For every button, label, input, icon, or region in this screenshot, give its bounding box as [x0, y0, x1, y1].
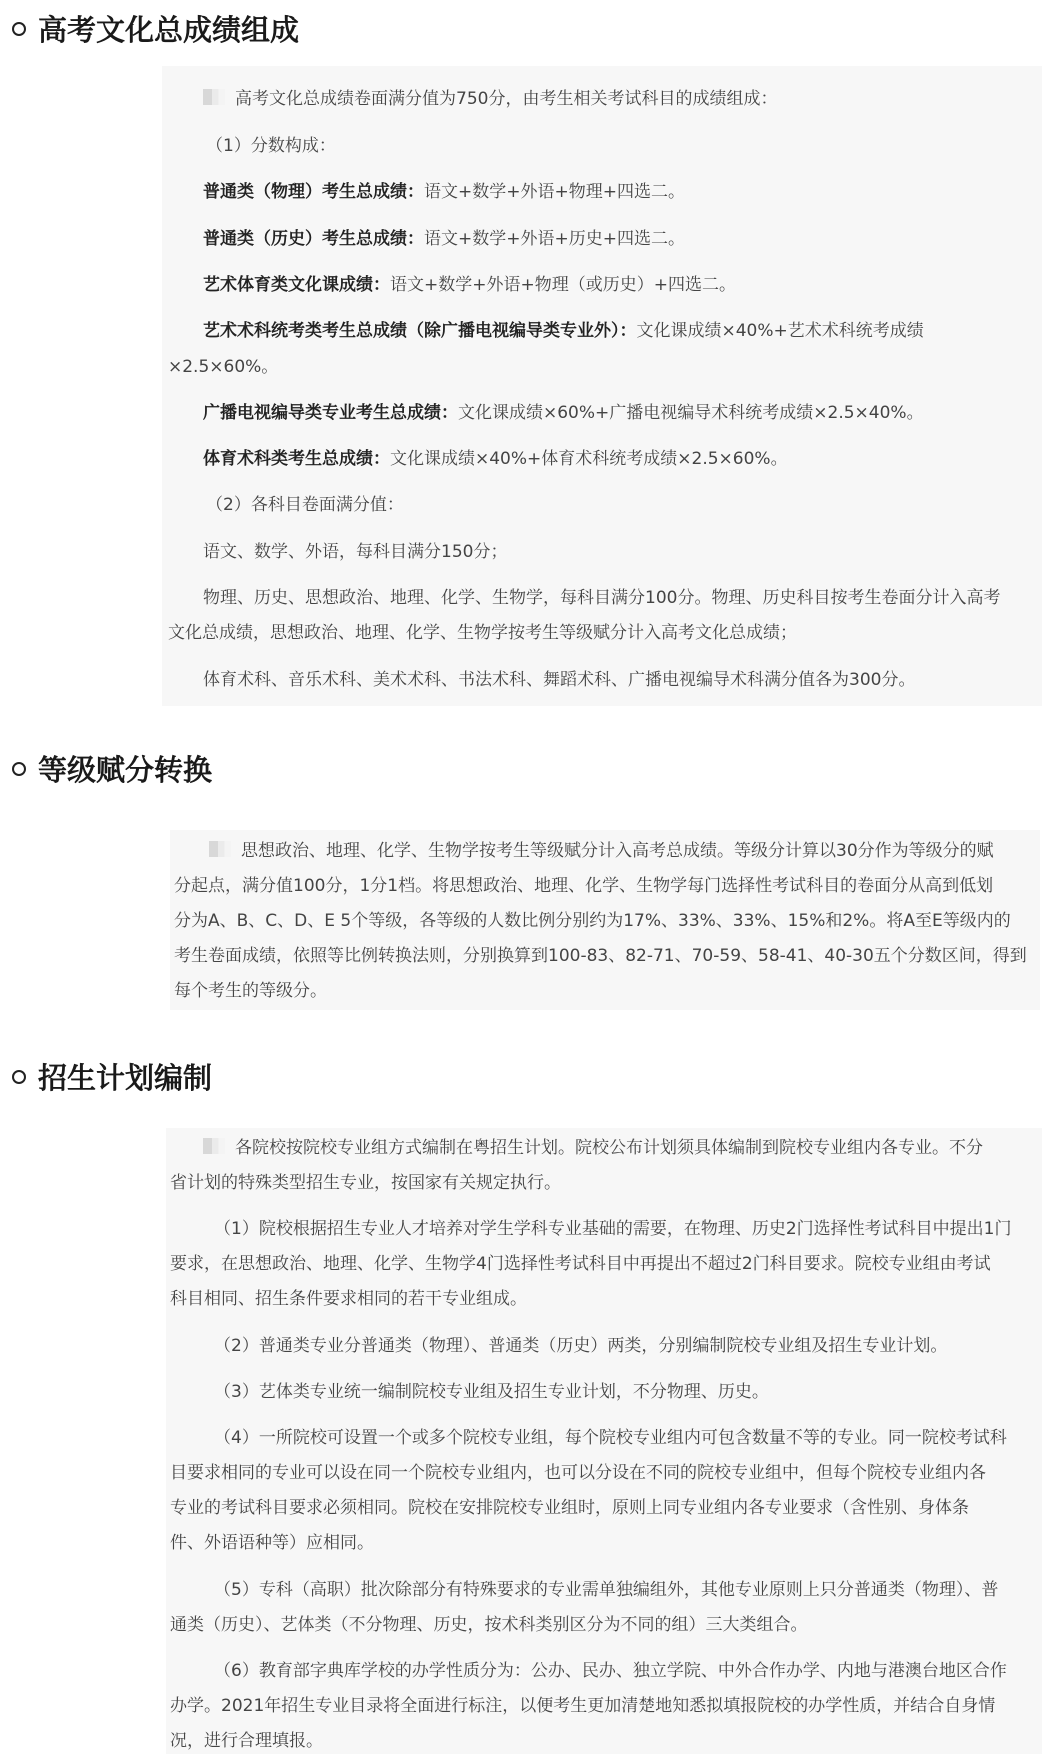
paragraph-line: 普通类（物理）考生总成绩：语文+数学+外语+物理+四选二。: [203, 182, 685, 202]
paragraph-line: （3）艺体类专业统一编制院校专业组及招生专业计划，不分物理、历史。: [214, 1382, 769, 1402]
paragraph-line: 省计划的特殊类型招生专业，按国家有关规定执行。: [170, 1173, 561, 1193]
paragraph-line: 广播电视编导类专业考生总成绩：文化课成绩×60%+广播电视编导术科统考成绩×2.5×40%。: [203, 403, 924, 423]
paragraph-line: 语文、数学、外语，每科目满分150分；: [203, 542, 508, 562]
paragraph-line: 要求，在思想政治、地理、化学、生物学4门选择性考试科目中再提出不超过2门科目要求。院校专业组由考试: [170, 1254, 991, 1274]
bullet-icon: [12, 762, 26, 776]
bullet-icon: [12, 1070, 26, 1084]
image-thumbnail-icon: [203, 89, 225, 105]
paragraph-line: 况，进行合理填报。: [170, 1731, 323, 1751]
paragraph-line: （4）一所院校可设置一个或多个院校专业组，每个院校专业组内可包含数量不等的专业。同一院校考试科: [214, 1428, 1007, 1448]
bullet-icon: [12, 22, 26, 36]
section-title-score-composition: 高考文化总成绩组成: [12, 8, 299, 49]
paragraph-line: 分为A、B、C、D、E 5个等级，各等级的人数比例分别约为17%、33%、33%、15%和2%。将A至E等级内的: [174, 911, 1011, 931]
paragraph-line: 艺术体育类文化课成绩：语文+数学+外语+物理（或历史）+四选二。: [203, 275, 736, 295]
paragraph-line: 体育术科类考生总成绩：文化课成绩×40%+体育术科统考成绩×2.5×60%。: [203, 449, 788, 469]
paragraph-line: 科目相同、招生条件要求相同的若干专业组成。: [170, 1289, 527, 1309]
paragraph-line: 各院校按院校专业组方式编制在粤招生计划。院校公布计划须具体编制到院校专业组内各专业。不分: [203, 1137, 983, 1159]
paragraph-line: 每个考生的等级分。: [174, 981, 327, 1001]
paragraph-line: 文化总成绩，思想政治、地理、化学、生物学按考生等级赋分计入高考文化总成绩；: [168, 623, 797, 643]
paragraph-line: 考生卷面成绩，依照等比例转换法则，分别换算到100-83、82-71、70-59、58-41、40-30五个分数区间，得到: [174, 946, 1027, 966]
paragraph-line: （2）各科目卷面满分值：: [206, 495, 404, 515]
image-thumbnail-icon: [209, 841, 231, 857]
section-title-grade-conversion: 等级赋分转换: [12, 748, 212, 789]
paragraph-line: 分起点，满分值100分，1分1档。将思想政治、地理、化学、生物学每门选择性考试科目的卷面分从高到低划: [174, 876, 994, 896]
paragraph-line: 物理、历史、思想政治、地理、化学、生物学，每科目满分100分。物理、历史科目按考生卷面分计入高考: [203, 588, 1001, 608]
paragraph-line: 体育术科、音乐术科、美术术科、书法术科、舞蹈术科、广播电视编导术科满分值各为300分。: [203, 670, 916, 690]
paragraph-line: 目要求相同的专业可以设在同一个院校专业组内，也可以分设在不同的院校专业组中，但每个院校专业组内各: [170, 1463, 986, 1483]
paragraph-line: 思想政治、地理、化学、生物学按考生等级赋分计入高考总成绩。等级分计算以30分作为等级分的赋: [209, 840, 994, 862]
paragraph-line: 普通类（历史）考生总成绩：语文+数学+外语+历史+四选二。: [203, 229, 685, 249]
paragraph-line: （1）院校根据招生专业人才培养对学生学科专业基础的需要，在物理、历史2门选择性考试科目中提出1门: [214, 1219, 1012, 1239]
section-title-enrollment-plan: 招生计划编制: [12, 1056, 212, 1097]
paragraph-line: 件、外语语种等）应相同。: [170, 1533, 374, 1553]
content-block-score-composition: [162, 66, 1042, 706]
paragraph-line: （5）专科（高职）批次除部分有特殊要求的专业需单独编组外，其他专业原则上只分普通类（物理）、普: [214, 1580, 999, 1600]
paragraph-line: 高考文化总成绩卷面满分值为750分，由考生相关考试科目的成绩组成：: [203, 88, 777, 110]
paragraph-line: 专业的考试科目要求必须相同。院校在安排院校专业组时，原则上同专业组内各专业要求（含性别、身体条: [170, 1498, 969, 1518]
paragraph-line: 通类（历史）、艺体类（不分物理、历史，按术科类别区分为不同的组）三大类组合。: [170, 1615, 808, 1635]
paragraph-line: （1）分数构成：: [206, 136, 336, 156]
paragraph-line: （6）教育部字典库学校的办学性质分为：公办、民办、独立学院、中外合作办学、内地与港澳台地区合作: [214, 1661, 1007, 1681]
paragraph-line: ×2.5×60%。: [168, 357, 279, 377]
image-thumbnail-icon: [203, 1138, 225, 1154]
paragraph-line: 办学。2021年招生专业目录将全面进行标注，以便考生更加清楚地知悉拟填报院校的办学性质，并结合自身情: [170, 1696, 996, 1716]
paragraph-line: （2）普通类专业分普通类（物理）、普通类（历史）两类，分别编制院校专业组及招生专业计划。: [214, 1336, 948, 1356]
paragraph-line: 艺术术科统考类考生总成绩（除广播电视编导类专业外）：文化课成绩×40%+艺术术科统考成绩: [203, 321, 924, 341]
